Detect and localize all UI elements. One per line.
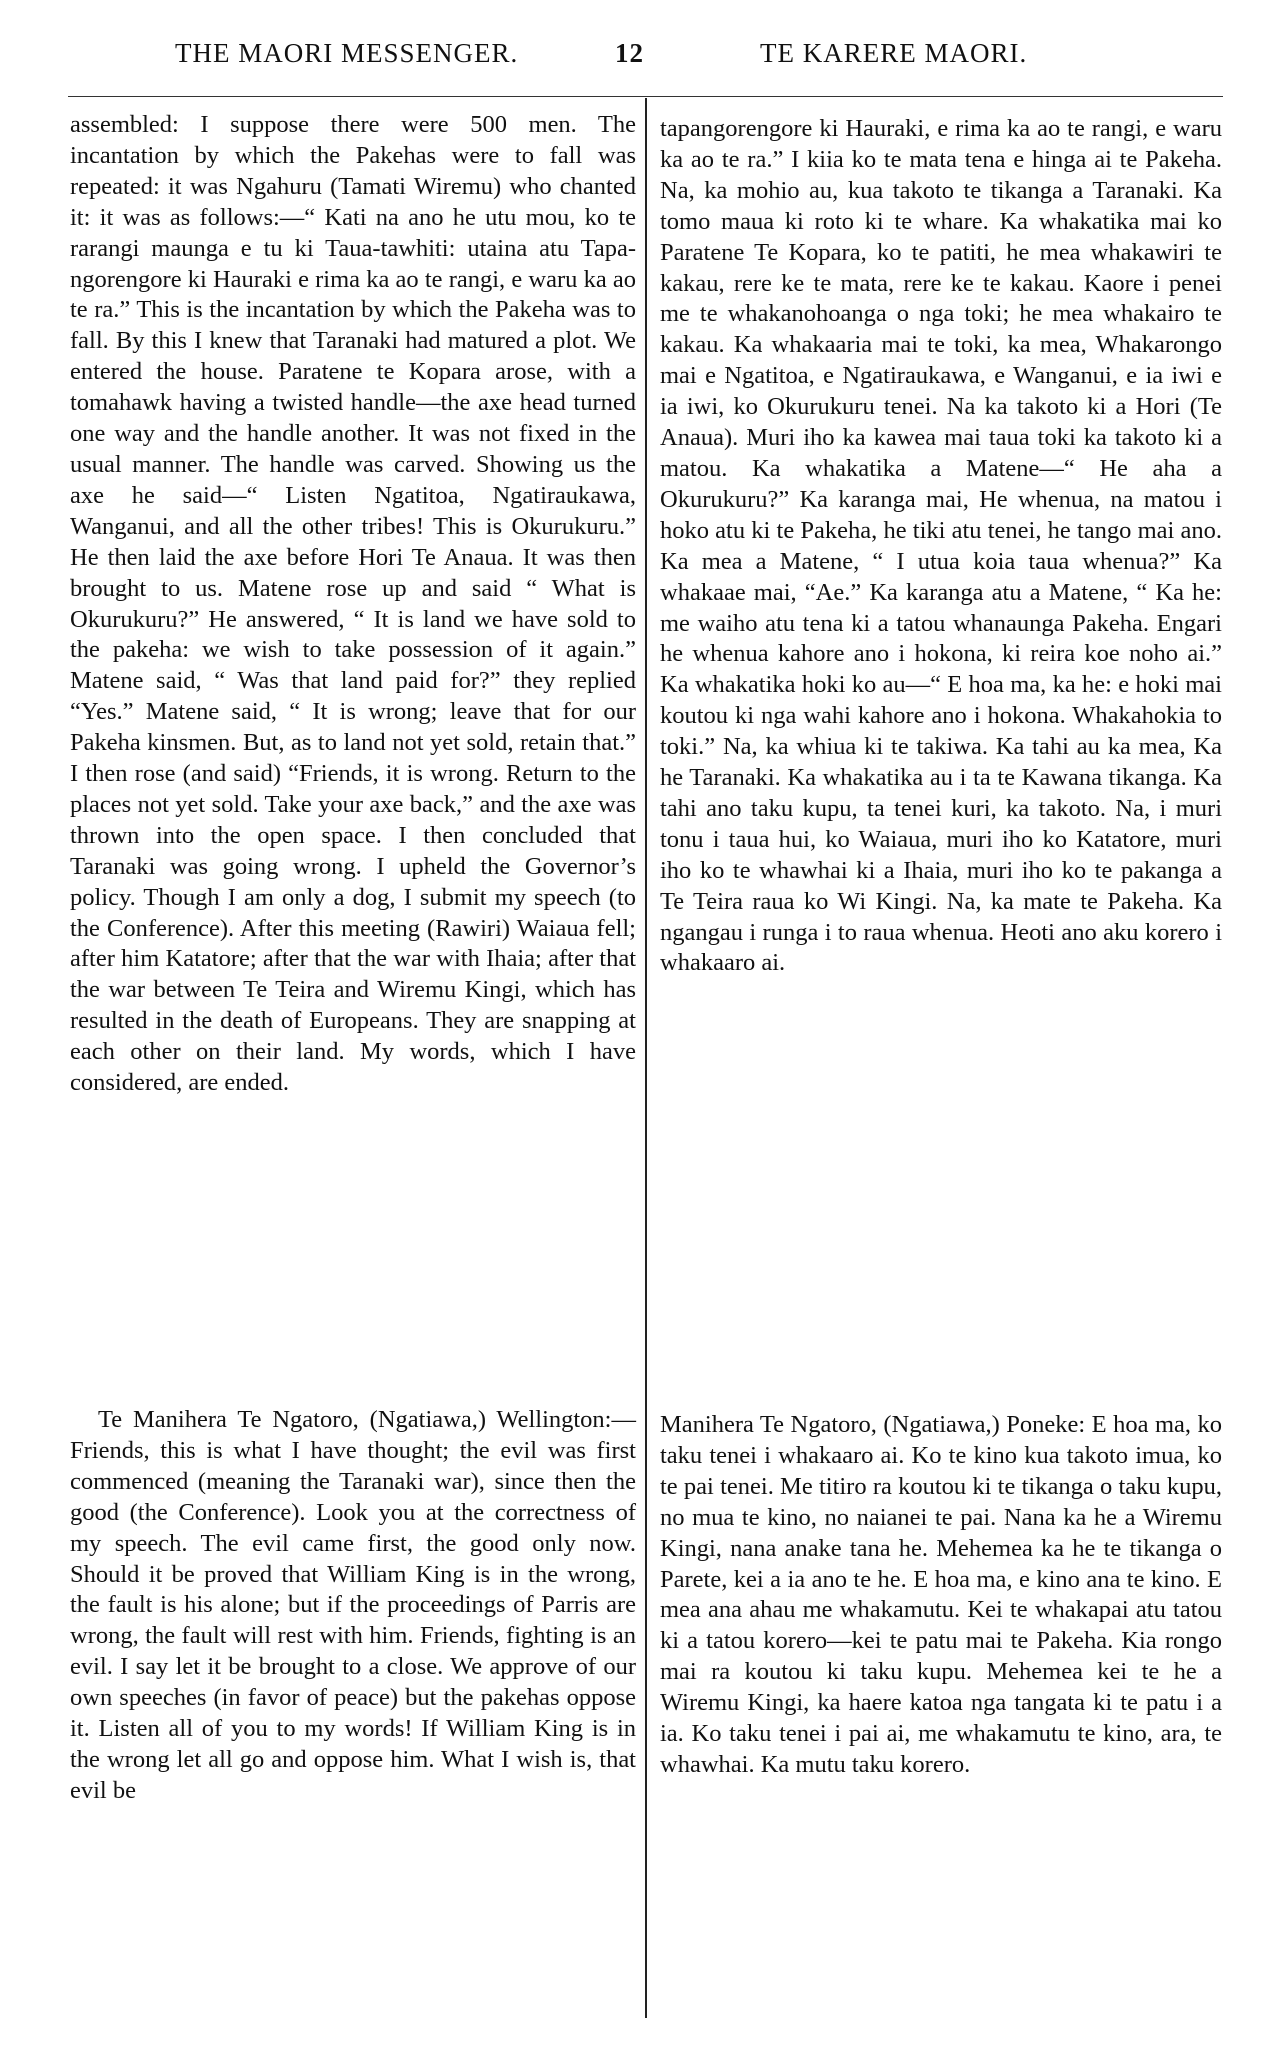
english-paragraph-1: assembled: I suppose there were 500 men. The incantation by which the Pakehas were to fall was repeated: it was Ngahuru (Tamati Wiremu) who chanted it: it was as follows:—“ Kati na ano he utu mou, ko te rarangi maunga e tu ki Taua-tawhiti: utaina atu Tapa-ngorengore ki Hauraki e rima ka ao te rangi, e waru ka ao te ra.” This is the incantation by which the Pakeha was to fall. By this I knew that Taranaki had matured a plot. We entered the house. Paratene te Kopara arose, with a tomahawk having a twisted handle—the axe head turned one way and the handle another. It was not fixed in the usual manner. The handle was carved. Showing us the axe he said—“ Listen Ngatitoa, Ngatiraukawa, Wanganui, and all the other tribes! This is Okurukuru.” He then laid the axe before Hori Te Anaua. It was then brought to us. Matene rose up and said “ What is Okurukuru?” He answered, “ It is land we have sold to the pakeha: we wish to take possession of it again.” Matene said, “ Was that land paid for?” they replied “Yes.” Matene said, “ It is wrong; leave that for our Pakeha kinsmen. But, as to land not yet sold, retain that.” I then rose (and said) “Friends, it is wrong. Return to the places not yet sold. Take your axe back,” and the axe was thrown into the open space. I then concluded that Taranaki was going wrong. I upheld the Governor’s policy. Though I am only a dog, I submit my speech (to the Conference). After this meeting (Rawiri) Waiaua fell; after him Katatore; after that the war with Ihaia; after that the war between Te Teira and Wiremu Kingi, which has resulted in the death of Europeans. They are snapping at each other on their land. My words, which I have considered, are ended. (70, 111, 636, 1097)
english-paragraph-2: Te Manihera Te Ngatoro, (Ngatiawa,) Wellington:—Friends, this is what I have thought; the evil was first commenced (meaning the Taranaki war), since then the good (the Conference). Look you at the correctness of my speech. The evil came first, the good only now. Should it be proved that William King is in the wrong, the fault is his alone; but if the proceedings of Parris are wrong, the fault will rest with him. Friends, fighting is an evil. I say let it be brought to a close. We approve of our own speeches (in favor of peace) but the pakehas oppose it. Listen all of you to my words! If William King is in the wrong let all go and oppose him. What I wish is, that evil be (70, 1406, 636, 1804)
header-english-title: THE MAORI MESSENGER. (175, 38, 519, 68)
header-maori-title: TE KARERE MAORI. (760, 38, 1028, 68)
maori-column-bottom (660, 1410, 1222, 1781)
maori-column-top (660, 114, 1222, 979)
maori-paragraph-1: tapangorengore ki Hauraki, e rima ka ao te rangi, e waru ka ao te ra.” I kiia ko te mata tena e hinga ai te Pakeha. Na, ka mohio au, kua takoto te tikanga a Taranaki. Ka tomo maua ki roto ki te whare. Ka whakatika mai ko Paratene Te Kopara, ko te patiti, he mea whakawiri te kakau, rere ke te mata, rere ke te kakau. Kaore i penei me te whakanohoanga o nga toki; he mea whakairo te kakau. Ka whakaaria mai te toki, ka mea, Whakarongo mai e Ngatitoa, e Ngatiraukawa, e Wanganui, e ia iwi e ia iwi, ko Okurukuru tenei. Na ka takoto ki a Hori (Te Anaua). Muri iho ka kawea mai taua toki ka takoto ki a matou. Ka whakatika a Matene—“ He aha a Okurukuru?” Ka karanga mai, He whenua, na matou i hoko atu ki te Pakeha, he tiki atu tenei, he tango mai ano. Ka mea a Matene, “ I utua koia taua whenua?” Ka whakaae mai, “Ae.” Ka karanga atu a Matene, “ Ka he: me waiho atu tena ki a tatou whanaunga Pakeha. Engari he whenua kahore ano i hokona, ki reira koe noho ai.” Ka whakatika hoki ko au—“ E hoa ma, ka he: e hoki mai koutou ki nga wahi kahore ano i hokona. Whakahokia to toki.” Na, ka whiua ki te takiwa. Ka tahi au ka mea, Ka he Taranaki. Ka whakatika au i ta te Kawana tikanga. Ka tahi ano taku kupu, ta tenei kuri, ka takoto. Na, i muri tonu i taua hui, ko Waiaua, muri iho ko Katatore, muri iho ko te whawhai ki a Ihaia, muri iho ko te pakanga a Te Teira raua ko Wi Kingi. Na, ka mate te Pakeha. Ka ngangau i runga i to raua whenua. Heoti ano aku korero i whakaaro ai. (660, 115, 1222, 977)
english-column-bottom (70, 1405, 636, 1807)
english-column-top (70, 110, 636, 1099)
header-rule (68, 96, 1223, 97)
page-number: 12 (615, 38, 644, 68)
maori-paragraph-2: Manihera Te Ngatoro, (Ngatiawa,) Poneke: E hoa ma, ko taku tenei i whakaaro ai. Ko te kino kua takoto imua, ko te pai tenei. Me titiro ra koutou ki te tikanga o taku kupu, no mua te kino, no naianei te pai. Nana ka he a Wiremu Kingi, nana anake tana he. Mehemea ka he te tikanga o Parete, kei a ia ano te he. E hoa ma, e kino ana te kino. E mea ana ahau me whakamutu. Kei te whakapai atu tatou ki a tatou korero—kei te patu mai te Pakeha. Kia rongo mai ra koutou ki taku kupu. Mehemea kei te he a Wiremu Kingi, ka haere katoa nga tangata ki te patu i a ia. Ko taku tenei i pai ai, me whakamutu te kino, ara, te whawhai. Ka mutu taku korero. (660, 1411, 1222, 1778)
column-divider (645, 98, 647, 2018)
page-header (60, 38, 1220, 78)
